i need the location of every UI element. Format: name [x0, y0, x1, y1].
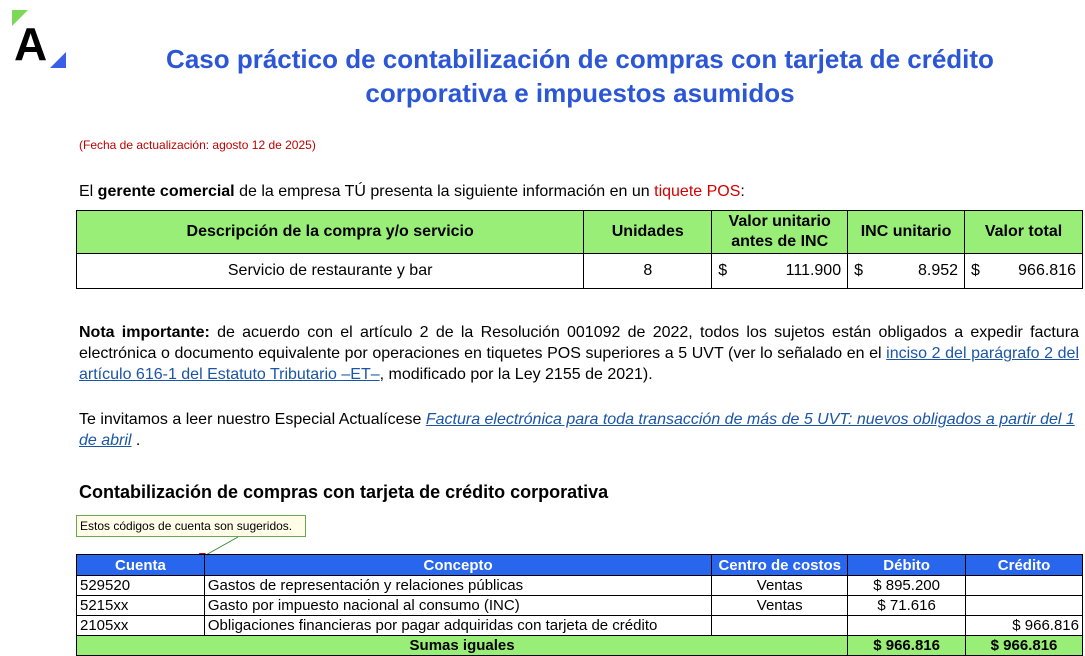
- header-inc-unit: INC unitario: [848, 211, 965, 254]
- intro-text: El gerente comercial de la empresa TÚ presenta la siguiente información en un tiquete POS:: [79, 183, 745, 200]
- header-unit-value: Valor unitario antes de INC: [712, 211, 848, 254]
- cell-description[interactable]: Servicio de restaurante y bar: [77, 254, 584, 289]
- accounting-table: [76, 554, 1083, 656]
- svg-text:A: A: [14, 18, 48, 70]
- header-concept: Concepto: [204, 555, 711, 576]
- table-row: [77, 254, 1083, 289]
- update-date: (Fecha de actualización: agosto 12 de 2025): [79, 138, 316, 152]
- purchase-table: [76, 210, 1083, 289]
- cell-units[interactable]: 8: [584, 254, 712, 289]
- header-debit: Débito: [848, 555, 966, 576]
- comment-callout: Estos códigos de cuenta son sugeridos.: [76, 515, 306, 537]
- cell-concept[interactable]: Obligaciones financieras por pagar adquiridas con tarjeta de crédito: [204, 616, 711, 636]
- cell-total[interactable]: $ 966.816: [965, 254, 1083, 289]
- cell-cost-center[interactable]: Ventas: [712, 596, 848, 616]
- cell-credit[interactable]: $ 966.816: [966, 616, 1083, 636]
- invite-text: Te invitamos a leer nuestro Especial Actualícese Factura electrónica para toda transacción de más de 5 UVT: nuevos obligados a partir del 1 de abril .: [79, 411, 1075, 449]
- header-credit: Crédito: [966, 555, 1083, 576]
- actualicese-logo: [12, 10, 68, 70]
- cell-unit-value[interactable]: $ 111.900: [712, 254, 848, 289]
- cell-cost-center[interactable]: [712, 616, 848, 636]
- header-total: Valor total: [965, 211, 1083, 254]
- important-note: Nota importante: de acuerdo con el artículo 2 de la Resolución 001092 de 2022, todos los sujetos están obligados a expedir factura electrónica o documento equivalente por operaciones en tiquetes POS superiores a 5 UVT (ver lo señalado en el inciso 2 del parágrafo 2 del artículo 616-1 del Estatuto Tributario –ET–, modificado por la Ley 2155 de 2021).: [79, 324, 1079, 383]
- page-title: Caso práctico de contabilización de compras con tarjeta de crédito corporativa e impuestos asumidos: [166, 44, 994, 108]
- cell-debit[interactable]: $ 895.200: [848, 576, 966, 596]
- cell-cost-center[interactable]: Ventas: [712, 576, 848, 596]
- section-title: Contabilización de compras con tarjeta de crédito corporativa: [79, 482, 609, 502]
- cell-inc-unit[interactable]: $ 8.952: [848, 254, 965, 289]
- header-units: Unidades: [584, 211, 712, 254]
- cell-credit[interactable]: [966, 596, 1083, 616]
- sum-credit[interactable]: $ 966.816: [966, 636, 1083, 656]
- cell-credit[interactable]: [966, 576, 1083, 596]
- cell-debit[interactable]: [848, 616, 966, 636]
- cell-account[interactable]: 2105xx: [77, 616, 205, 636]
- cell-concept[interactable]: Gasto por impuesto nacional al consumo (INC): [204, 596, 711, 616]
- sum-row: [77, 636, 1083, 656]
- special-article-link[interactable]: Factura electrónica para toda transacción de más de 5 UVT: nuevos obligados a partir del 1 de abril: [79, 411, 1075, 449]
- table-row: [77, 616, 1083, 636]
- sum-label[interactable]: Sumas iguales: [77, 636, 848, 656]
- table-row: [77, 576, 1083, 596]
- cell-account[interactable]: 529520: [77, 576, 205, 596]
- header-description: Descripción de la compra y/o servicio: [77, 211, 584, 254]
- table-row: [77, 596, 1083, 616]
- cell-debit[interactable]: $ 71.616: [848, 596, 966, 616]
- cell-concept[interactable]: Gastos de representación y relaciones públicas: [204, 576, 711, 596]
- et-article-link[interactable]: inciso 2 del parágrafo 2 del artículo 616-1 del Estatuto Tributario –ET–: [79, 345, 1079, 383]
- header-cost-center: Centro de costos: [712, 555, 848, 576]
- cell-account[interactable]: 5215xx: [77, 596, 205, 616]
- sum-debit[interactable]: $ 966.816: [848, 636, 966, 656]
- header-account: Cuenta: [77, 555, 205, 576]
